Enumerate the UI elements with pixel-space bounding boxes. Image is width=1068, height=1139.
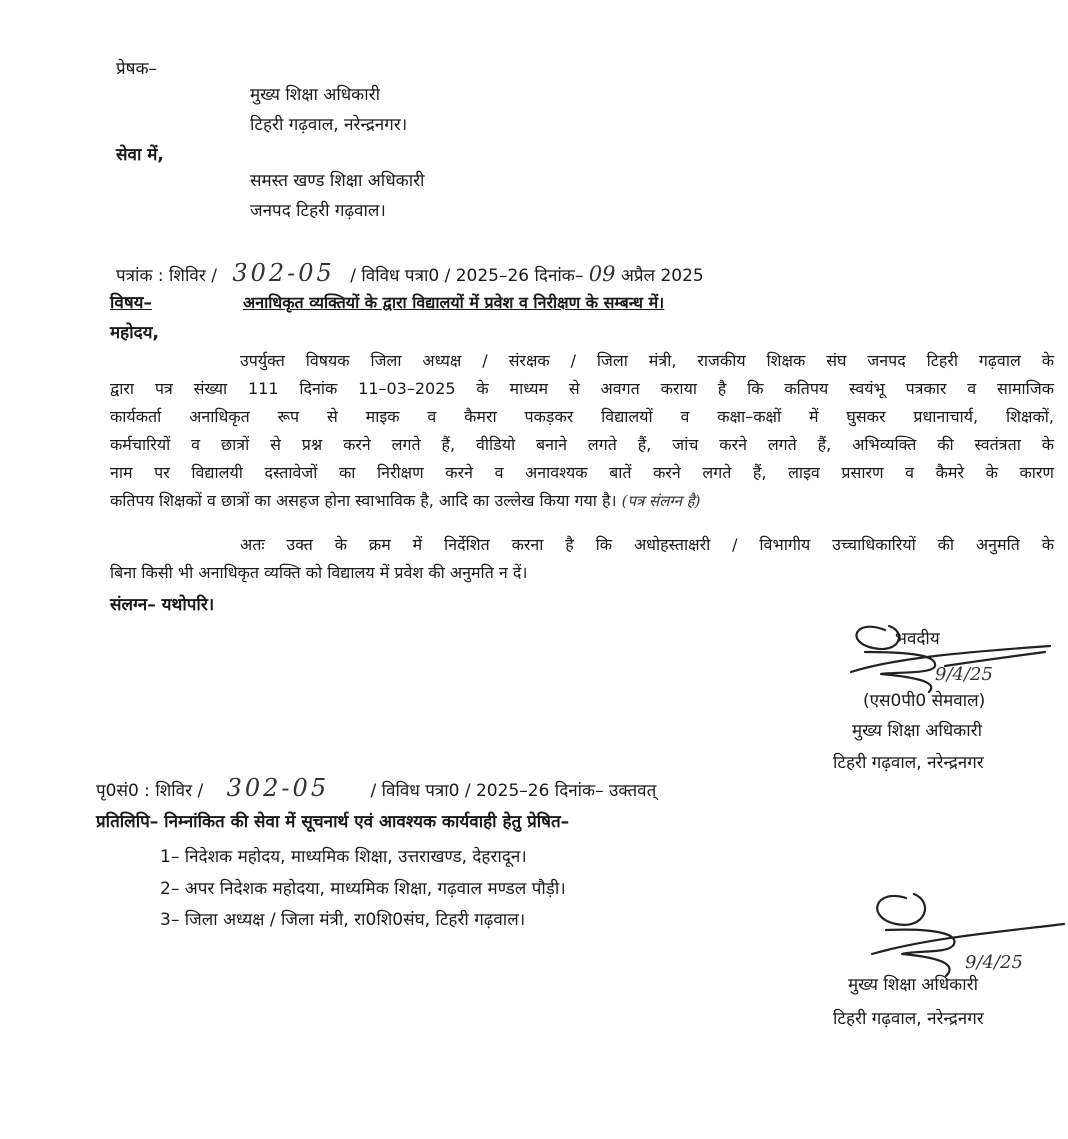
signature-1	[845, 612, 1055, 702]
para1-line-1: उपर्युक्त विषयक जिला अध्यक्ष / संरक्षक / जिला मंत्री, राजकीय शिक्षक संघ जनपद टिहरी गढ़वाल के	[240, 351, 1054, 370]
para1-line-3: कार्यकर्ता अनाधिकृत रूप से माइक व कैमरा पकड़कर विद्यालयों व कक्षा–कक्षों में घुसकर प्रधानाचार्य, शिक्षकों,	[110, 407, 1054, 426]
closing-yours: भवदीय	[895, 629, 940, 649]
sender-label: प्रेषक–	[116, 59, 158, 79]
subject-label: विषय–	[110, 293, 153, 313]
sender-title: मुख्य शिक्षा अधिकारी	[250, 85, 380, 105]
signature-2-date-handwritten: 9/4/25	[965, 952, 1023, 973]
para1-line-6	[110, 487, 1054, 515]
reference-number-handwritten: 302-05	[232, 259, 335, 287]
signatory-title-1: मुख्य शिक्षा अधिकारी	[852, 721, 982, 741]
copy-item-2: 2– अपर निदेशक महोदया, माध्यमिक शिक्षा, गढ़वाल मण्डल पौड़ी।	[160, 879, 566, 899]
signatory-place-1: टिहरी गढ़वाल, नरेन्द्रनगर	[833, 753, 984, 773]
body-paragraph-2	[110, 531, 1054, 587]
body-paragraph-1	[110, 347, 1054, 515]
reference-prefix: पत्रांक : शिविर /	[116, 266, 217, 286]
para2-line-1: अतः उक्त के क्रम में निर्देशित करना है कि अधोहस्ताक्षरी / विभागीय उच्चाधिकारियों की अनुमति के	[240, 535, 1054, 554]
recipient-title: समस्त खण्ड शिक्षा अधिकारी	[250, 171, 425, 191]
signatory-name: (एस0पी0 सेमवाल)	[863, 691, 986, 711]
enclosed-note-handwritten: (पत्र संलग्न है)	[621, 492, 701, 510]
reference-line	[116, 259, 704, 287]
reference-middle: / विविध पत्रा0 / 2025–26 दिनांक–	[350, 266, 584, 286]
para1-line-2: द्वारा पत्र संख्या 111 दिनांक 11–03–2025 के माध्यम से अवगत कराया है कि कतिपय स्वयंभू पत्रकार व सामाजिक	[110, 379, 1054, 398]
signatory-place-2: टिहरी गढ़वाल, नरेन्द्रनगर	[833, 1009, 984, 1029]
salutation: महोदय,	[110, 323, 159, 343]
recipient-place: जनपद टिहरी गढ़वाल।	[250, 201, 386, 221]
reference-day-handwritten: 09	[588, 262, 616, 286]
sender-place: टिहरी गढ़वाल, नरेन्द्रनगर।	[250, 115, 408, 135]
para1-line-4: कर्मचारियों व छात्रों से प्रश्न करने लगते हैं, वीडियो बनाने लगते हैं, जांच करने लगते हैं, अभिव्यक्ति की स्वतंत्रता के	[110, 435, 1054, 454]
signature-1-date-handwritten: 9/4/25	[935, 664, 993, 685]
para1-line-5: नाम पर विद्यालयी दस्तावेजों का निरीक्षण करने व अनावश्यक बातें करने लगते हैं, लाइव प्रसारण व कैमरे के कारण	[110, 463, 1054, 482]
reference-line-2	[96, 774, 657, 802]
subject-text: अनाधिकृत व्यक्तियों के द्वारा विद्यालयों में प्रवेश व निरीक्षण के सम्बन्ध में।	[243, 293, 665, 312]
reference2-middle: / विविध पत्रा0 / 2025–26 दिनांक– उक्तवत्	[370, 781, 657, 801]
copy-heading: प्रतिलिपि– निम्नांकित की सेवा में सूचनार्थ एवं आवश्यक कार्यवाही हेतु प्रेषित–	[96, 812, 570, 832]
signatory-title-2: मुख्य शिक्षा अधिकारी	[848, 975, 978, 995]
reference2-prefix: पृ0सं0 : शिविर /	[96, 781, 204, 801]
reference2-number-handwritten: 302-05	[226, 774, 330, 802]
recipient-label: सेवा में,	[116, 145, 164, 165]
copy-item-3: 3– जिला अध्यक्ष / जिला मंत्री, रा0शि0संघ, टिहरी गढ़वाल।	[160, 910, 526, 930]
reference-date: अप्रैल 2025	[620, 266, 704, 286]
para1-line-6-text: कतिपय शिक्षकों व छात्रों का असहज होना स्वाभाविक है, आदि का उल्लेख किया गया है।	[110, 491, 617, 510]
copy-item-1: 1– निदेशक महोदय, माध्यमिक शिक्षा, उत्तराखण्ड, देहरादून।	[160, 847, 527, 867]
para2-line-2: बिना किसी भी अनाधिकृत व्यक्ति को विद्यालय में प्रवेश की अनुमति न दें।	[110, 563, 528, 582]
enclosure: संलग्न– यथोपरि।	[110, 595, 215, 615]
